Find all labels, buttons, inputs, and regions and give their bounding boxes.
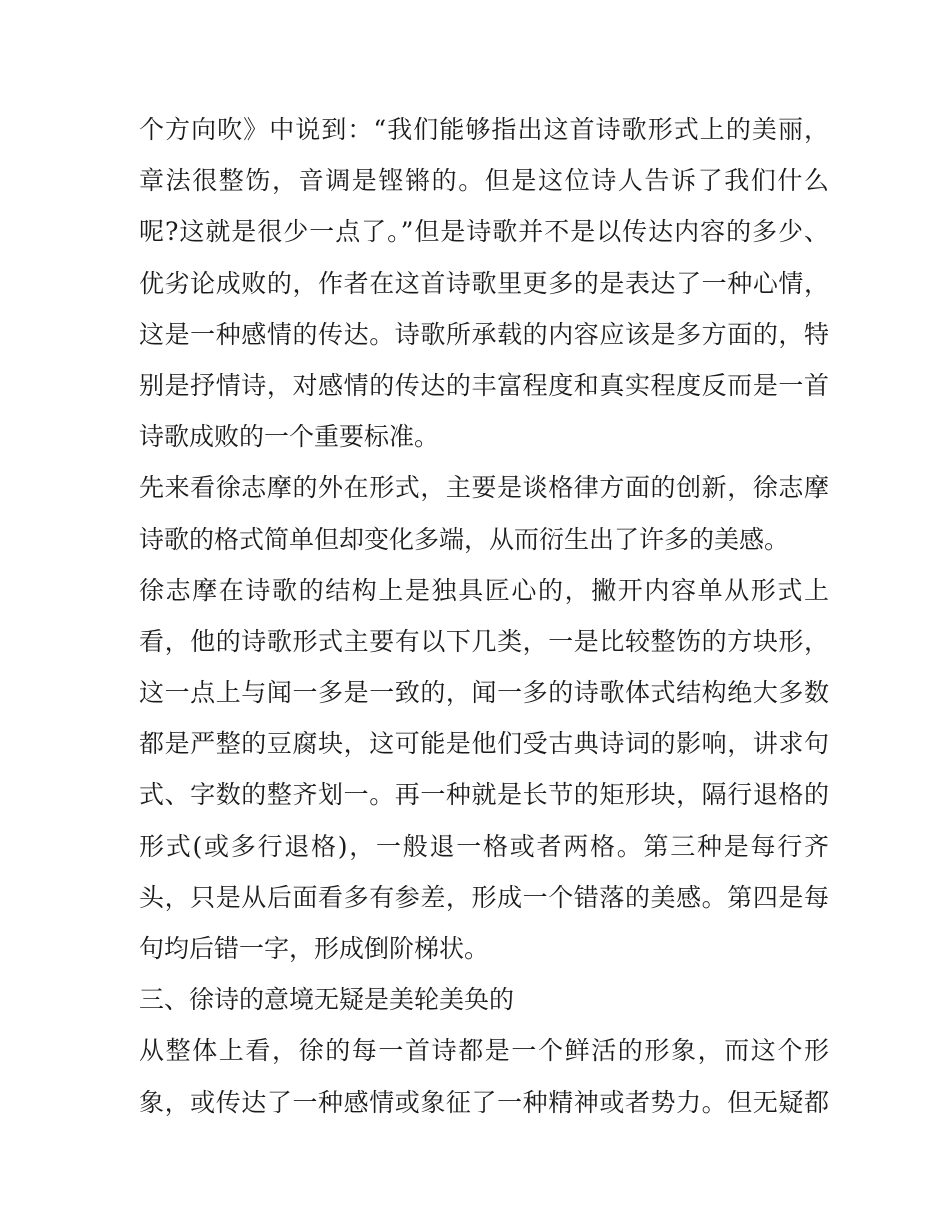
text-line-7: 诗歌成败的一个重要标准。 [139, 422, 440, 452]
text-line-10: 徐志摩在诗歌的结构上是独具匠心的，撇开内容单从形式上 [139, 575, 829, 605]
text-line-1: 个方向吹》中说到：“我们能够指出这首诗歌形式上的美丽， [139, 115, 829, 144]
text-line-6: 别是抒情诗，对感情的传达的丰富程度和真实程度反而是一首 [139, 370, 829, 400]
text-line-8: 先来看徐志摩的外在形式，主要是谈格律方面的创新，徐志摩 [139, 473, 829, 503]
text-line-5: 这是一种感情的传达。诗歌所承载的内容应该是多方面的，特 [139, 319, 829, 349]
text-line-4: 优劣论成败的，作者在这首诗歌里更多的是表达了一种心情， [139, 268, 829, 298]
text-line-12: 这一点上与闻一多是一致的，闻一多的诗歌体式结构绝大多数 [139, 678, 829, 708]
text-line-9: 诗歌的格式简单但却变化多端，从而衍生出了许多的美感。 [139, 524, 790, 554]
text-line-16: 头，只是从后面看多有参差，形成一个错落的美感。第四是每 [139, 882, 829, 912]
text-line-2: 章法很整饬，音调是铿锵的。但是这位诗人告诉了我们什么 [139, 166, 829, 196]
text-line-20: 象，或传达了一种感情或象征了一种精神或者势力。但无疑都 [139, 1087, 829, 1117]
body-text [139, 104, 829, 1128]
text-line-13: 都是严整的豆腐块，这可能是他们受古典诗词的影响，讲求句 [139, 729, 829, 759]
text-line-17: 句均后错一字，形成倒阶梯状。 [139, 934, 490, 963]
text-line-14: 式、字数的整齐划一。再一种就是长节的矩形块，隔行退格的 [139, 780, 829, 810]
text-line-19: 从整体上看，徐的每一首诗都是一个鲜活的形象，而这个形 [139, 1036, 829, 1066]
text-line-11: 看，他的诗歌形式主要有以下几类，一是比较整饬的方块形， [139, 626, 829, 656]
text-line-15: 形式(或多行退格)，一般退一格或者两格。第三种是每行齐 [139, 831, 829, 861]
text-line-3: 呢?这就是很少一点了。”但是诗歌并不是以传达内容的多少、 [139, 217, 829, 247]
section-heading: 三、徐诗的意境无疑是美轮美奂的 [139, 985, 515, 1015]
